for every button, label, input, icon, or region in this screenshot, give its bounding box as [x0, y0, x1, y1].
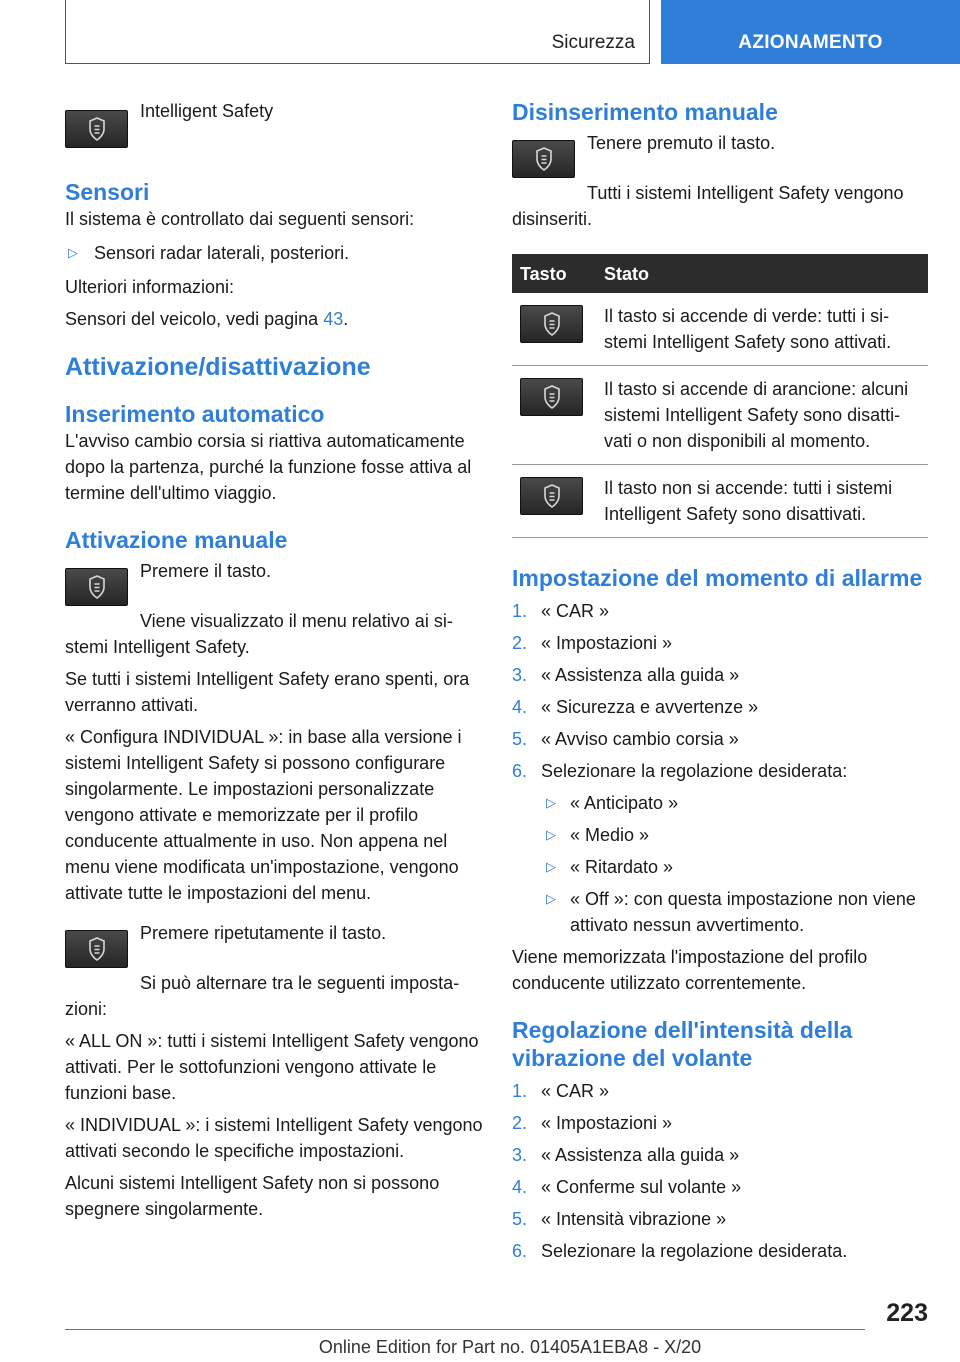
info-label: Ulteriori informazioni: — [65, 277, 235, 297]
sensori-heading: Sensori — [65, 179, 150, 205]
right-column — [512, 98, 928, 1270]
list-item — [512, 790, 928, 816]
step-text: Selezionare la regolazione desiderata: — [541, 761, 848, 781]
footer-edition: Online Edition for Part no. 01405A1EBA8 - X/20 — [318, 1337, 702, 1357]
intelligent-safety-button-icon — [520, 305, 583, 343]
step-text: « Avviso cambio corsia » — [541, 729, 739, 749]
table-cell-icon — [512, 366, 596, 465]
main-heading: Attivazione/disattivazione — [65, 353, 371, 381]
step-number: 4. — [512, 697, 528, 717]
sensori-bullet-text: Sensori radar laterali, posteriori. — [94, 243, 350, 263]
sensori-bullet — [65, 240, 483, 266]
intro-row — [65, 98, 483, 148]
step-number: 2. — [512, 1113, 528, 1133]
auto-heading: Inserimento automatico — [65, 401, 325, 427]
manual-heading: Attivazione manuale — [65, 527, 288, 553]
list-item — [512, 758, 928, 784]
manual-p2: « Configura INDIVIDUAL »: in base alla versione i sistemi Intelligent Safety si possono configurare singolarmente. Le impostazioni personalizzate vengono attivate e memorizzate per il profilo conducente attualmente in uso. Non appena nel menu viene modificata un'impostazione, vengono attivate tutte le impostazioni del menu. — [65, 727, 462, 903]
step-number: 6. — [512, 1241, 528, 1261]
step-text: « Intensità vibrazione » — [541, 1209, 727, 1229]
table-header-row — [512, 254, 928, 293]
manual-step2: Viene visualizzato il menu relativo ai sistemi Intelligent Safety. — [65, 611, 453, 657]
step-text: « Assistenza alla guida » — [541, 665, 740, 685]
table-cell-state: Il tasto si accende di verde: tutti i sistemi Intelligent Safety sono attivati. — [596, 293, 928, 366]
step-text: « Impostazioni » — [541, 633, 673, 653]
manual-p1: Se tutti i sistemi Intelligent Safety erano spenti, ora verranno attivati. — [65, 669, 470, 715]
header-section-title: Sicurezza — [551, 32, 635, 53]
all-on-text: « ALL ON »: tutti i sistemi Intelligent Safety vengono attivati. Per le sottofunzioni vengono attivate le funzioni base. — [65, 1031, 479, 1103]
table-header-state: Stato — [596, 254, 928, 293]
list-item — [512, 726, 928, 752]
intelligent-safety-button-icon — [65, 110, 128, 148]
step-text: « Sicurezza e avvertenze » — [541, 697, 759, 717]
step-text: Selezionare la regolazione desiderata. — [541, 1241, 848, 1261]
list-item — [512, 1238, 928, 1264]
triangle-bullet-icon: ▷ — [546, 891, 556, 906]
auto-text: L'avviso cambio corsia si riattiva automaticamente dopo la partenza, purché la funzione fosse attiva al termine dell'ultimo viaggio. — [65, 431, 472, 503]
step-number: 1. — [512, 601, 528, 621]
intelligent-safety-button-icon — [520, 477, 583, 515]
table-cell-icon — [512, 293, 596, 366]
header-chapter-title: AZIONAMENTO — [738, 32, 883, 53]
table-header-key: Tasto — [512, 254, 596, 293]
option-text: « Medio » — [570, 825, 650, 845]
repeat-step-row — [65, 920, 483, 968]
step-text: « Assistenza alla guida » — [541, 1145, 740, 1165]
list-item — [512, 1078, 928, 1104]
header-section-box — [65, 0, 650, 64]
info-reference — [65, 306, 483, 332]
repeat-step2: Si può alternare tra le seguenti impostazioni: — [65, 973, 460, 1019]
note-text: Alcuni sistemi Intelligent Safety non si possono spegnere singolarmente. — [65, 1173, 440, 1219]
table-row — [512, 465, 928, 538]
alarm-heading: Impostazione del momento di allarme — [512, 565, 923, 591]
intelligent-safety-button-icon — [65, 930, 128, 968]
header-chapter-tab[interactable] — [661, 0, 960, 64]
list-item — [512, 1174, 928, 1200]
step-number: 6. — [512, 761, 528, 781]
page-number: 223 — [886, 1299, 928, 1327]
intelligent-safety-button-icon — [512, 140, 575, 178]
vib-steps-list — [512, 1078, 928, 1264]
triangle-bullet-icon: ▷ — [546, 795, 556, 810]
list-item — [512, 1206, 928, 1232]
step-text: « Impostazioni » — [541, 1113, 673, 1133]
step-number: 3. — [512, 1145, 528, 1165]
step-number: 4. — [512, 1177, 528, 1197]
alarm-steps-list — [512, 598, 928, 938]
intelligent-safety-button-icon — [520, 378, 583, 416]
step-number: 1. — [512, 1081, 528, 1101]
repeat-step1: Premere ripetutamente il tasto. — [140, 923, 387, 943]
intelligent-safety-button-icon — [65, 568, 128, 606]
alarm-note: Viene memorizzata l'impostazione del profilo conducente utilizzato correntemente. — [512, 947, 868, 993]
dis-step-row — [512, 130, 928, 178]
table-row — [512, 293, 928, 366]
triangle-bullet-icon: ▷ — [68, 245, 78, 260]
triangle-bullet-icon: ▷ — [546, 859, 556, 874]
individual-text: « INDIVIDUAL »: i sistemi Intelligent Safety vengono attivati secondo le specifiche impostazioni. — [65, 1115, 483, 1161]
list-item — [512, 886, 928, 938]
list-item — [512, 694, 928, 720]
vib-heading: Regolazione dell'intensità della vibrazione del volante — [512, 1017, 853, 1071]
step-text: « Conferme sul volante » — [541, 1177, 742, 1197]
option-text: « Ritardato » — [570, 857, 674, 877]
step-number: 5. — [512, 729, 528, 749]
option-text: « Off »: con questa impostazione non viene attivato nessun avvertimento. — [570, 889, 916, 935]
step-number: 2. — [512, 633, 528, 653]
sensori-text: Il sistema è controllato dai seguenti sensori: — [65, 209, 415, 229]
table-cell-state: Il tasto non si accende: tutti i sistemi Intelligent Safety sono disattivati. — [596, 465, 928, 538]
list-item — [512, 854, 928, 880]
list-item — [512, 662, 928, 688]
table-row — [512, 366, 928, 465]
step-text: « CAR » — [541, 601, 610, 621]
manual-step1: Premere il tasto. — [140, 561, 272, 581]
list-item — [512, 822, 928, 848]
triangle-bullet-icon: ▷ — [546, 827, 556, 842]
dis-step2: Tutti i sistemi Intelligent Safety vengono disinseriti. — [512, 183, 904, 229]
list-item — [512, 1110, 928, 1136]
table-cell-state: Il tasto si accende di arancione: alcuni sistemi Intelligent Safety sono disattivati o non disponibili al momento. — [596, 366, 928, 465]
status-table — [512, 254, 928, 538]
left-column — [65, 98, 483, 1228]
step-number: 3. — [512, 665, 528, 685]
option-text: « Anticipato » — [570, 793, 679, 813]
footer-divider — [65, 1329, 865, 1330]
info-ref-end: . — [343, 309, 349, 329]
list-item — [512, 598, 928, 624]
manual-step-row — [65, 558, 483, 606]
intro-label: Intelligent Safety — [140, 101, 274, 121]
list-item — [512, 1142, 928, 1168]
step-number: 5. — [512, 1209, 528, 1229]
list-item — [512, 630, 928, 656]
info-ref-text: Sensori del veicolo, vedi pagina — [65, 309, 319, 329]
dis-step1: Tenere premuto il tasto. — [587, 133, 776, 153]
step-text: « CAR » — [541, 1081, 610, 1101]
table-cell-icon — [512, 465, 596, 538]
page-link[interactable]: 43 — [323, 309, 344, 329]
dis-heading: Disinserimento manuale — [512, 99, 778, 125]
